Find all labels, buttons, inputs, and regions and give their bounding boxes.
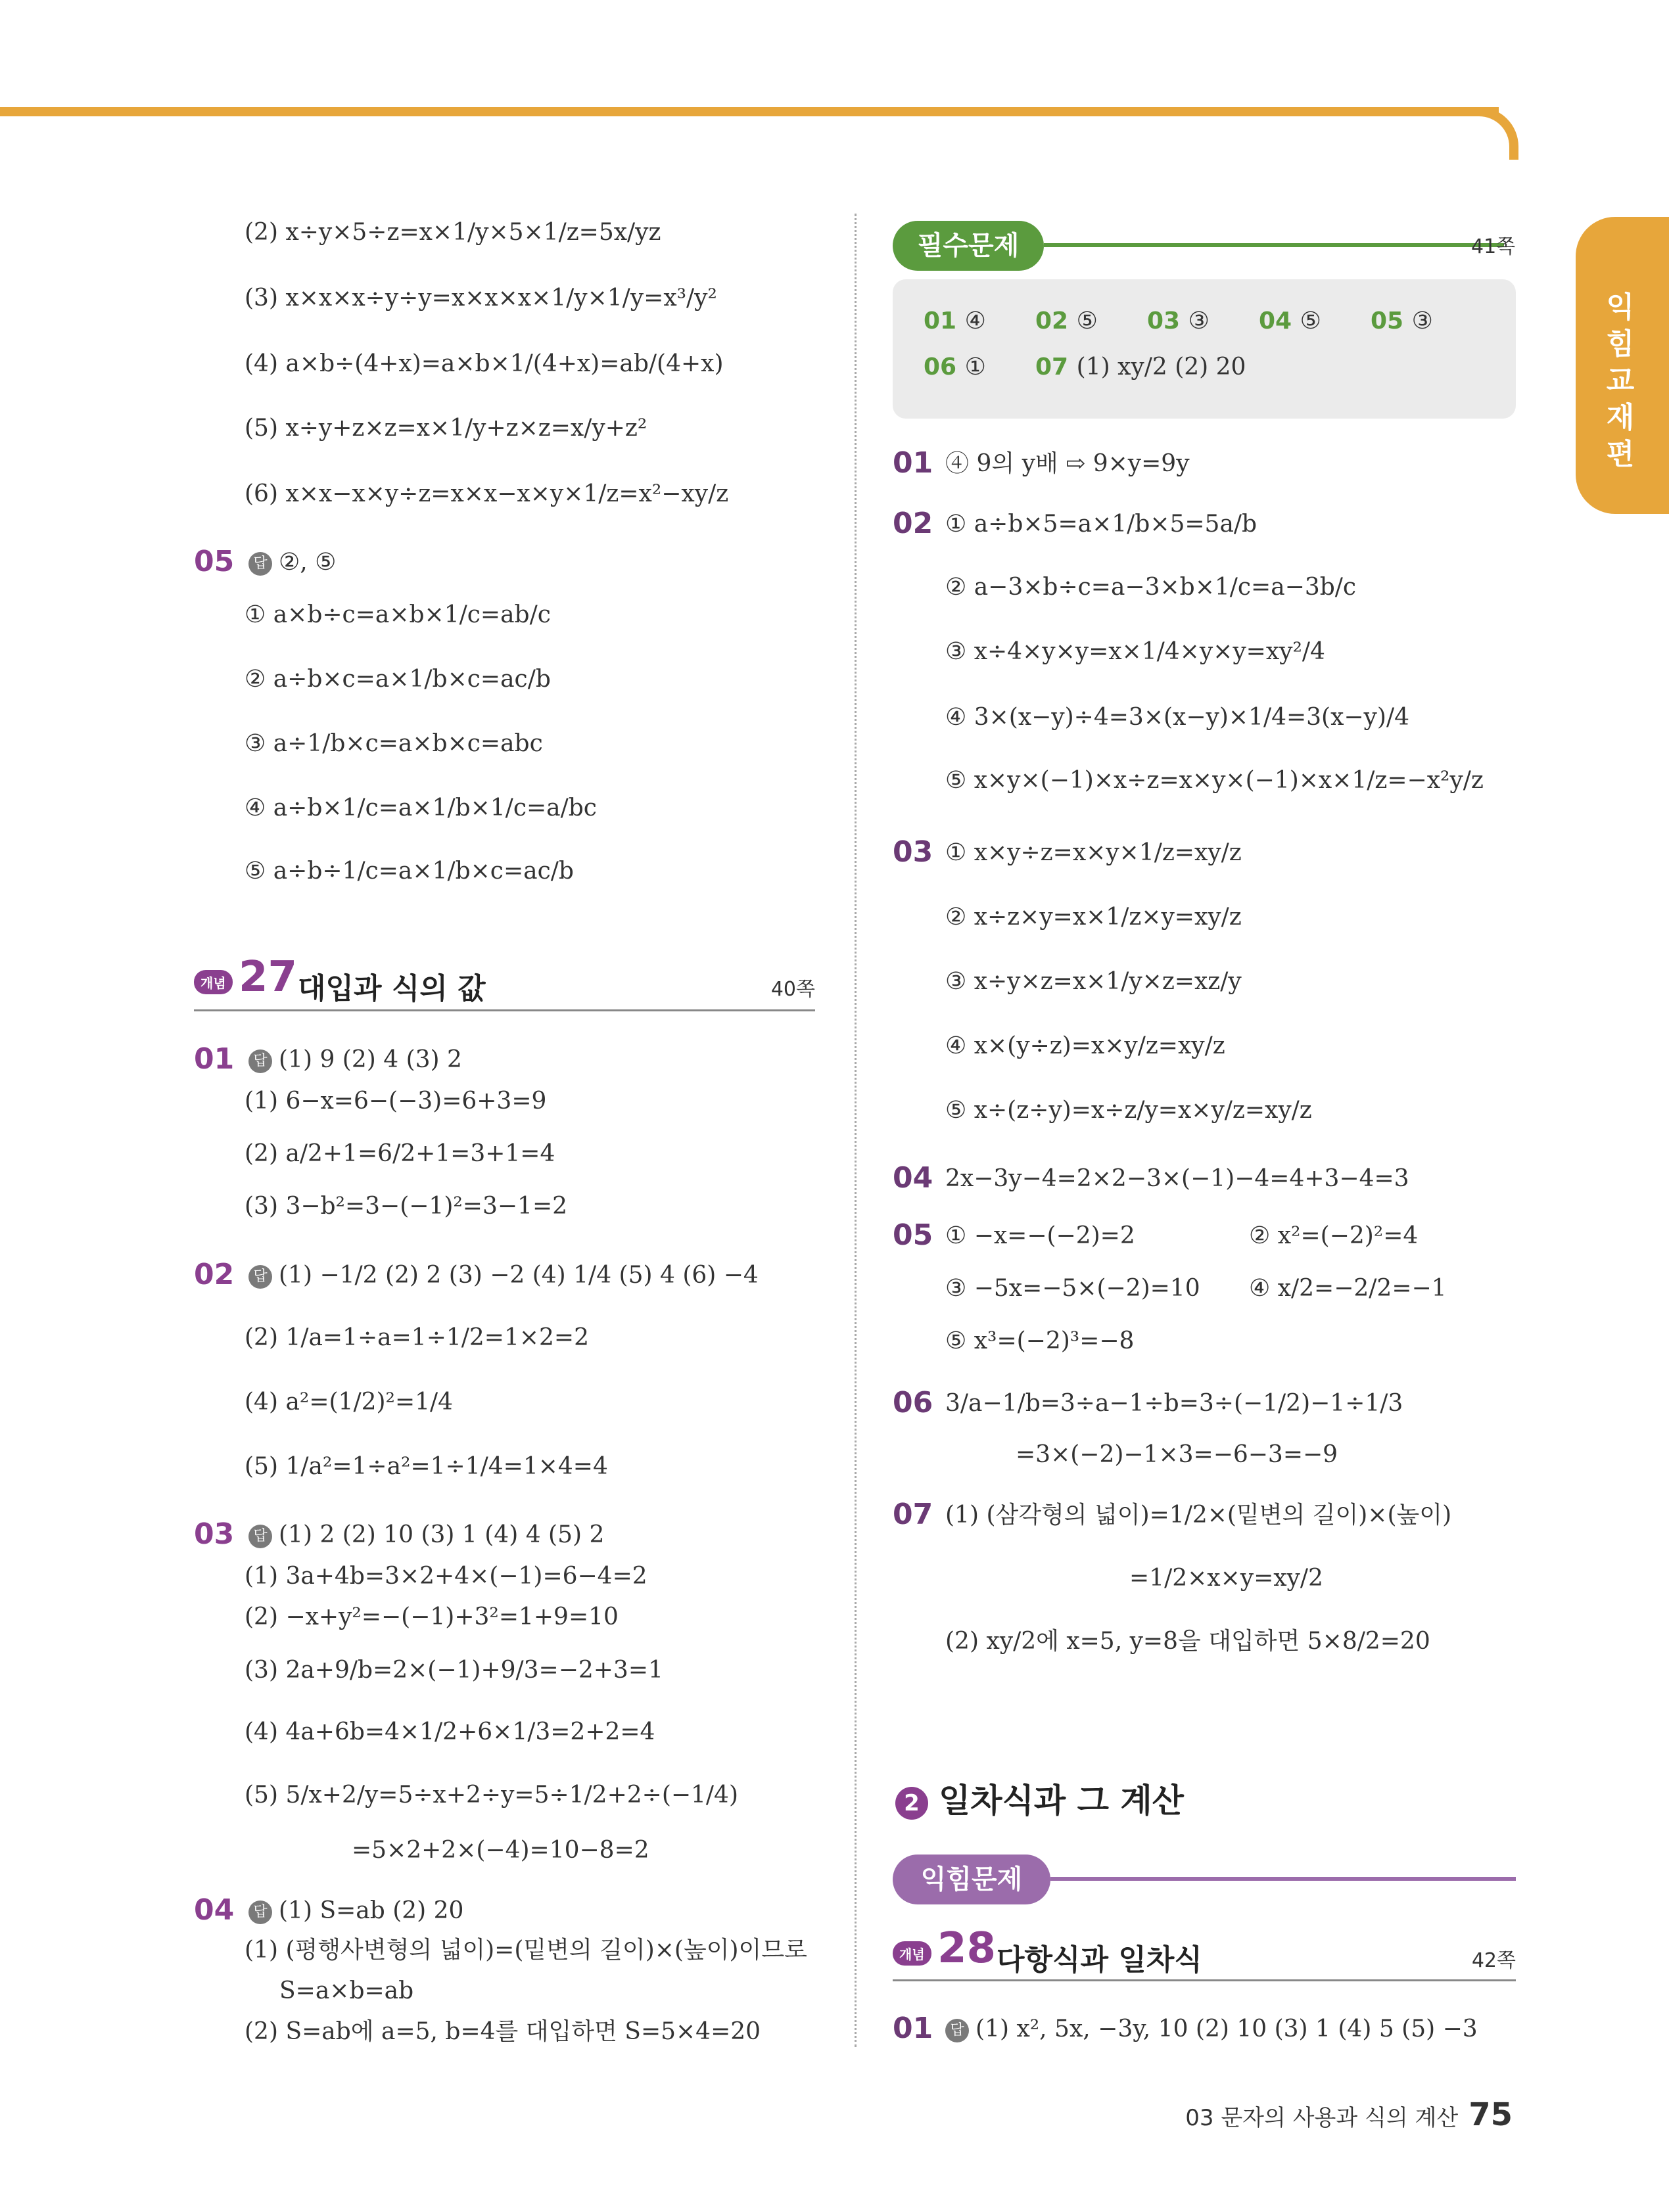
answer-line xyxy=(248,1260,759,1291)
expr-line: (1) (평행사변형의 넓이)=(밑변의 길이)×(높이)이므로 xyxy=(245,1937,807,1964)
expr-line: ⑤ x÷(z÷y)=x÷z/y=x×y/z=xy/z xyxy=(945,1097,1312,1124)
expr-line: ④ x/2=−2/2=−1 xyxy=(1249,1275,1447,1302)
concept-badge: 개념 xyxy=(893,1941,931,1966)
answer-line xyxy=(248,1519,604,1551)
expr-line: (3) x×x×x÷y÷y=x×x×x×1/y×1/y=x³/y² xyxy=(245,285,717,311)
expr-line: (3) 2a+9/b=2×(−1)+9/3=−2+3=1 xyxy=(245,1657,663,1684)
expr-line: (2) S=ab에 a=5, b=4를 대입하면 S=5×4=20 xyxy=(245,2018,761,2045)
expr-line: (1) (삼각형의 넓이)=1/2×(밑변의 길이)×(높이) xyxy=(945,1502,1452,1529)
section-title: 일차식과 그 계산 xyxy=(939,1782,1184,1820)
quick-answer: 01 ④ xyxy=(924,308,986,334)
expr-line: ③ a÷1/b×c=a×b×c=abc xyxy=(245,730,543,757)
question-number: 04 xyxy=(893,1161,933,1195)
concept-title: 다항식과 일차식 xyxy=(997,1943,1202,1977)
answer-mark-icon: 답 xyxy=(945,2019,969,2042)
answer-text: (1) −1/2 (2) 2 (3) −2 (4) 1/4 (5) 4 (6) −4 xyxy=(279,1262,759,1289)
page-footer xyxy=(1185,2096,1513,2133)
expr-line: (1) 3a+4b=3×2+4×(−1)=6−4=2 xyxy=(245,1563,647,1590)
page-ref: 42쪽 xyxy=(1471,1949,1516,1972)
expr-line: =1/2×x×y=xy/2 xyxy=(1129,1565,1323,1592)
answer-line xyxy=(945,2014,1478,2045)
question-number: 01 xyxy=(893,2012,933,2045)
chapter-title: 03 문자의 사용과 식의 계산 xyxy=(1185,2105,1459,2131)
concept-title: 대입과 식의 값 xyxy=(298,972,486,1005)
concept-badge: 개념 xyxy=(194,970,233,994)
expr-line: (2) −x+y²=−(−1)+3²=1+9=10 xyxy=(245,1603,619,1630)
expr-line: ④ x×(y÷z)=x×y/z=xy/z xyxy=(945,1032,1225,1059)
essential-problems-label: 필수문제 xyxy=(893,221,1044,271)
section-heading xyxy=(895,1774,1184,1822)
section-number-badge: 2 xyxy=(895,1787,928,1820)
top-accent-curve xyxy=(1466,107,1518,160)
column-divider xyxy=(855,214,857,2047)
question-number: 03 xyxy=(194,1517,235,1551)
expr-line: ③ −5x=−5×(−2)=10 xyxy=(945,1275,1200,1302)
question-number: 03 xyxy=(893,835,933,869)
question-number: 02 xyxy=(194,1258,235,1291)
expr-line: ② a÷b×c=a×1/b×c=ac/b xyxy=(245,666,551,693)
expr-line: S=a×b=ab xyxy=(279,1977,414,2004)
expr-line: ④ 3×(x−y)÷4=3×(x−y)×1/4=3(x−y)/4 xyxy=(945,704,1409,731)
expr-line: 3/a−1/b=3÷a−1÷b=3÷(−1/2)−1÷1/3 xyxy=(945,1390,1403,1417)
answer-text: (1) x², 5x, −3y, 10 (2) 10 (3) 1 (4) 5 (5) −3 xyxy=(976,2016,1478,2042)
expr-line: ② x²=(−2)²=4 xyxy=(1249,1222,1419,1249)
expr-line: ④ a÷b×1/c=a×1/b×1/c=a/bc xyxy=(245,795,597,821)
answer-text: ②, ⑤ xyxy=(279,549,337,576)
question-number: 05 xyxy=(893,1218,933,1252)
expr-line: (3) 3−b²=3−(−1)²=3−1=2 xyxy=(245,1193,568,1220)
question-number: 04 xyxy=(194,1893,235,1927)
answer-mark-icon: 답 xyxy=(248,1265,272,1289)
page-number: 75 xyxy=(1469,2096,1513,2133)
question-number: 02 xyxy=(893,507,933,540)
expr-line: =3×(−2)−1×3=−6−3=−9 xyxy=(1016,1441,1338,1468)
answer-mark-icon: 답 xyxy=(248,1901,272,1924)
expr-line: (5) x÷y+z×z=x×1/y+z×z=x/y+z² xyxy=(245,415,647,442)
expr-line: ⑤ x³=(−2)³=−8 xyxy=(945,1327,1135,1354)
answer-line xyxy=(248,547,336,578)
top-accent-bar xyxy=(0,107,1499,116)
question-number: 01 xyxy=(194,1042,235,1076)
expr-line: (2) a/2+1=6/2+1=3+1=4 xyxy=(245,1140,555,1167)
quick-answer: 07 (1) xy/2 (2) 20 xyxy=(1035,354,1246,380)
section-header-28 xyxy=(893,1924,1516,1977)
expr-line: ② x÷z×y=x×1/z×y=xy/z xyxy=(945,904,1242,931)
quick-answer-box xyxy=(893,279,1516,419)
expr-line: (4) a×b÷(4+x)=a×b×1/(4+x)=ab/(4+x) xyxy=(245,350,724,377)
question-number: 07 xyxy=(893,1498,933,1531)
expr-line: (2) xy/2에 x=5, y=8을 대입하면 5×8/2=20 xyxy=(945,1628,1430,1655)
essential-problems-rule xyxy=(1044,243,1504,247)
quick-answer: 02 ⑤ xyxy=(1035,308,1098,334)
practice-problems-rule xyxy=(1050,1877,1516,1881)
expr-line: (6) x×x−x×y÷z=x×x−x×y×1/z=x²−xy/z xyxy=(245,480,729,507)
expr-line: ④ 9의 y배 ⇨ 9×y=9y xyxy=(945,450,1190,477)
answer-text: (1) S=ab (2) 20 xyxy=(279,1897,464,1924)
page-ref: 40쪽 xyxy=(770,978,815,1001)
answer-text: (1) 2 (2) 10 (3) 1 (4) 4 (5) 2 xyxy=(279,1521,605,1548)
side-tab-label: 익힘교재편 xyxy=(1606,290,1635,471)
page-ref: 41쪽 xyxy=(1471,235,1516,258)
quick-answer: 04 ⑤ xyxy=(1259,308,1321,334)
answer-mark-icon: 답 xyxy=(248,1049,272,1073)
expr-line: (5) 1/a²=1÷a²=1÷1/4=1×4=4 xyxy=(245,1453,608,1480)
question-number: 01 xyxy=(893,446,933,480)
expr-line: ③ x÷y×z=x×1/y×z=xz/y xyxy=(945,968,1242,995)
side-tab xyxy=(1576,217,1669,514)
expr-line: ① a÷b×5=a×1/b×5=5a/b xyxy=(945,511,1258,538)
expr-line: 2x−3y−4=2×2−3×(−1)−4=4+3−4=3 xyxy=(945,1165,1409,1192)
answer-line xyxy=(248,1895,463,1927)
section-underline xyxy=(893,1979,1516,1981)
expr-line: (5) 5/x+2/y=5÷x+2÷y=5÷1/2+2÷(−1/4) xyxy=(245,1782,739,1809)
section-header-27 xyxy=(194,953,815,1005)
expr-line: (2) 1/a=1÷a=1÷1/2=1×2=2 xyxy=(245,1324,590,1351)
quick-answer: 05 ③ xyxy=(1371,308,1433,334)
expr-line: (4) a²=(1/2)²=1/4 xyxy=(245,1389,454,1416)
question-number: 05 xyxy=(194,545,235,578)
expr-line: (4) 4a+6b=4×1/2+6×1/3=2+2=4 xyxy=(245,1718,655,1745)
section-underline xyxy=(194,1009,815,1011)
answer-line xyxy=(248,1044,462,1076)
expr-line: ⑤ x×y×(−1)×x÷z=x×y×(−1)×x×1/z=−x²y/z xyxy=(945,767,1484,794)
concept-number: 27 xyxy=(239,953,298,1002)
expr-line: (2) x÷y×5÷z=x×1/y×5×1/z=5x/yz xyxy=(245,219,661,246)
practice-problems-label: 익힘문제 xyxy=(893,1855,1050,1904)
concept-number: 28 xyxy=(937,1924,997,1973)
expr-line: ① −x=−(−2)=2 xyxy=(945,1222,1135,1249)
expr-line: =5×2+2×(−4)=10−8=2 xyxy=(352,1837,649,1864)
answer-text: (1) 9 (2) 4 (3) 2 xyxy=(279,1046,462,1073)
answer-mark-icon: 답 xyxy=(248,1525,272,1548)
answer-mark-icon: 답 xyxy=(248,552,272,576)
question-number: 06 xyxy=(893,1386,933,1419)
expr-line: ⑤ a÷b÷1/c=a×1/b×c=ac/b xyxy=(245,858,574,885)
expr-line: ③ x÷4×y×y=x×1/4×y×y=xy²/4 xyxy=(945,638,1325,665)
expr-line: ① x×y÷z=x×y×1/z=xy/z xyxy=(945,839,1242,866)
quick-answer: 06 ① xyxy=(924,354,986,380)
expr-line: ① a×b÷c=a×b×1/c=ab/c xyxy=(245,601,551,628)
quick-answer: 03 ③ xyxy=(1147,308,1210,334)
expr-line: ② a−3×b÷c=a−3×b×1/c=a−3b/c xyxy=(945,574,1357,601)
expr-line: (1) 6−x=6−(−3)=6+3=9 xyxy=(245,1088,547,1115)
